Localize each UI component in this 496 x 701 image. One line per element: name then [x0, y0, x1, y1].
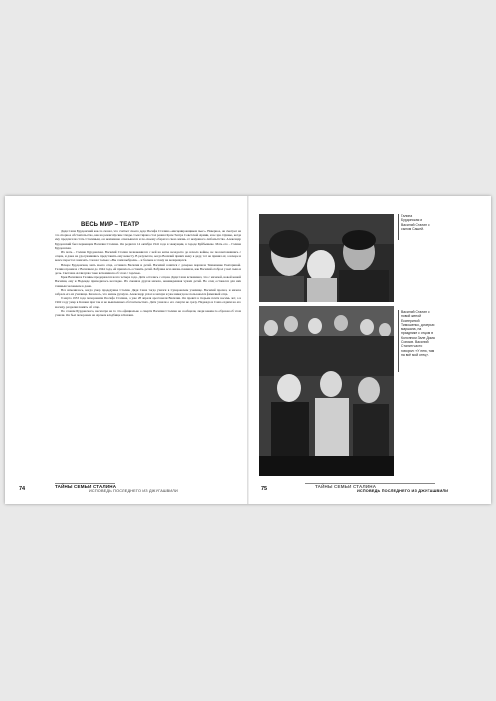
paragraph: По словам Бурдонского, несмотря на то что официально о смерти Василия Сталина не сообщали, люди каким-то образом об этом узнали. Он был похоронен на Арском кладбище в Казани. — [55, 308, 241, 318]
book-spread — [5, 196, 491, 504]
paragraph: Брак Василия и Галины продержался всего четыре года. Дети остались с отцом. Дядя Саша вспоминал, что с мачехой, новой женой Василия, ему и Надежде приходилось несладко. Их сменяла другая мачеха, ненавидевшая чужих детей. Но отец оставался для них главным человеком в доме. — [55, 275, 241, 288]
page-number-left: 74 — [19, 486, 26, 492]
page-number-right: 75 — [261, 486, 268, 492]
caption-bottom: Василий Сталин с новой женой Екатериной Тимошенко, дочерью маршала, на празднике с отцом в Колонном Зале Дома Союзов. Василий Сталин часто говорил: «У нею, там на всё мой отец». — [401, 310, 435, 357]
photo-gathering — [259, 306, 394, 476]
paragraph: Все изменилось, когда умер прадедушка Сталин. Дядя Саша тогда учился в Суворовском училище. Василий пропал, и мачеха забрала его из училища. Казалось, что жизнь рухнула. Александр уехал к матери и уже никогда не пользовался фамилией отца. — [55, 287, 241, 297]
page-gutter — [247, 196, 249, 504]
gathering-photo-art — [259, 306, 394, 476]
running-title-left: ТАЙНЫ СЕМЬИ СТАЛИНА — [55, 484, 117, 489]
paragraph: Их мать – Галина Бурдонская. Василий Сталин познакомился с ней на катке незадолго до начала войны, не посоветовавшись с отцом, и даже не удосужившись представить ему невесту. В результате, когда Василий привёз жену к деду, тот не принял её, а вскоре и вовсе перестал замечать. Сказал только: «Вы сами выбрали» – и больше к этому не возвращался. — [55, 250, 241, 263]
caption-line-top — [398, 214, 399, 240]
running-title-right: ТАЙНЫ СЕМЬИ СТАЛИНА — [315, 484, 377, 489]
photo-family — [259, 214, 394, 302]
caption-line-bottom — [398, 310, 399, 372]
family-photo-art — [259, 214, 394, 302]
caption-top: Галина Бурдонская и Василий Сталин с сыном Сашей. — [401, 214, 430, 231]
running-subtitle-left: ИСПОВЕДЬ ПОСЛЕДНЕГО ИЗ ДЖУГАШВИЛИ — [89, 489, 178, 493]
section-title: ВЕСЬ МИР – ТЕАТР — [81, 222, 139, 228]
running-subtitle-right: ИСПОВЕДЬ ПОСЛЕДНЕГО ИЗ ДЖУГАШВИЛИ — [357, 489, 449, 493]
paragraph: Вскоре Бурдонская, мать моего отца, оставила Василия и детей. Василий сошёлся с дочерью маршала Тимошенко Екатериной. Галина прожила с Василием до 1944 года, ей пришлось оставить детей. Бабушка всю жизнь помнила, как Василий отобрал у неё сына и дочь. Светлана Аллилуева тоже вспоминала об этом с горечью. — [55, 262, 241, 276]
article-body — [55, 229, 241, 481]
paragraph: Дядя Саша Бурдонский как-то сказал, что считает своего деда Иосифа Сталина «инсценировщиком пьес». Наверное, он смотрел на это спорное обстоятельство, как на режиссёрские этюды. Сын тирана стал режиссёром Театра Советской Армии, и не зря. Однако, когда ему предлагали стать Сталиным, он неизменно отказывался и по-своему оберегал свою жизнь от ненужного любопытства. Александр Бурдонский был первенцем Василия Сталина. Он родился 14 октября 1941 года в эвакуации, в городе Куйбышеве. Мать его – Галина Бурдонская. — [55, 229, 241, 250]
paragraph: 9 марта 1953 года похоронили Иосифа Сталина, а уже 28 апреля арестовали Василия. Он провёл в тюрьме почти восемь лет, а в 1962 году умер в Казани при так и не выясненных обстоятельствах. Дети узнали о его смерти не сразу. Надежда и Саша ездили на его могилу, разделяя память об отце. — [55, 296, 241, 309]
